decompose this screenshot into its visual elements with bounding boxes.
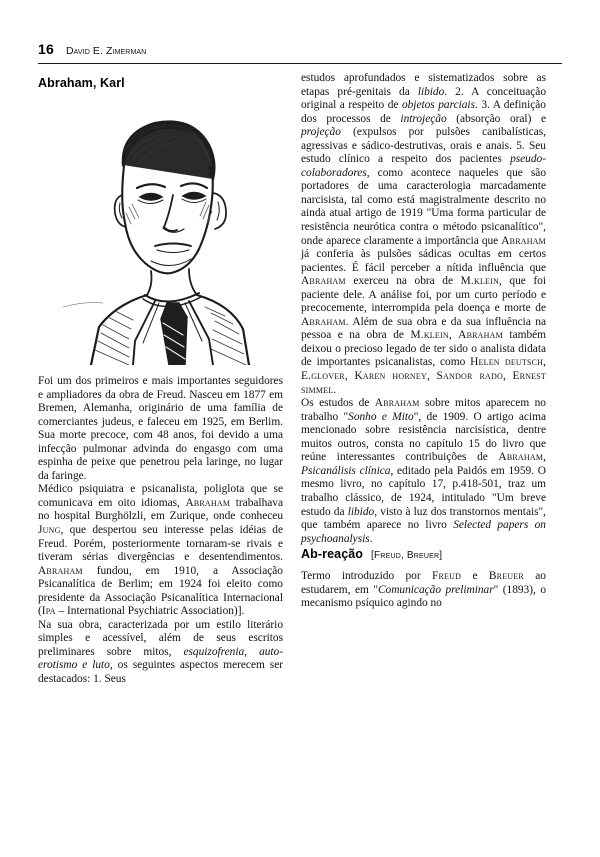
entry-abreacao-heading <box>301 546 546 563</box>
paragraph: Na sua obra, caracterizada por um estilo literário simples e acessível, além de seus escritos preliminares sobre mitos, esquizofrenia, auto-erotismo e luto, os seguintes aspectos merecem ser destacados: 1. Seus <box>38 618 284 686</box>
page-number: 16 <box>38 41 54 57</box>
header-rule <box>38 63 562 64</box>
paragraph: Termo introduzido por Freud e Breuer ao estudarem, em "Comunicação preliminar" (1893), o mecanismo psíquico agindo no <box>301 570 546 610</box>
left-column <box>38 74 283 687</box>
portrait-karl-abraham-icon <box>63 103 258 365</box>
running-title: David E. Zimerman <box>65 45 147 57</box>
paragraph: Médico psiquiatra e psicanalista, poliglota que se comunicava em oito idiomas, Abraham trabalhava no hospital Burghölzli, em Zurique, onde conheceu Jung, que despertou seu interesse pelas idéias de Freud. Porém, posteriormente tornaram-se rivais e tiveram sérias divergências e desentendimentos. Abraham fundou, em 1910, a Associação Psicanalítica de Berlim; em 1924 foi eleito como presidente da Associação Psicanalítica Internacional (Ipa – International Psychiatric Association)]. <box>38 483 283 618</box>
entry-headword-abraham-karl: Abraham, Karl <box>38 76 125 90</box>
entry-headword-abreacao: Ab-reação <box>301 547 364 562</box>
page-content-area <box>38 42 562 822</box>
two-column-body <box>38 74 562 687</box>
paragraph: Foi um dos primeiros e mais importantes seguidores e ampliadores da obra de Freud. Nasceu em 1877 em Bremen, Alemanha, originário de uma família de comerciantes judeus, e faleceu em 1925, em Berlim. Sua morte precoce, com 48 anos, foi devido a uma infecção pulmonar advinda do engasgo com uma espinha de peixe que penetrou pela laringe, no lugar da faringe. <box>38 375 283 482</box>
running-head <box>38 42 562 60</box>
paragraph: estudos aprofundados e sistematizados sobre as etapas pré-genitais da libido. 2. A conceituação original a respeito de objetos parciais. 3. A definição dos processos de introjeção (absorção oral) e projeção (expulsos por pulsões canibalísticas, agressivas e sádico-destrutivas, orais e anais. 5. Seu estudo clínico a respeito dos pacientes pseudo-colaboradores, como acontece naqueles que são portadores de uma caracterologia marcadamente narcisista, tal como está magistralmente descrito no ainda atual artigo de 1919 "Uma forma particular de resistência neurótica contra o método psicanalítico", onde aparece claramente a importância que Abraham já conferia às pulsões sádicas ocultas em certos pacientes. É fácil perceber a nítida influência que Abraham exerceu na obra de M.klein, que foi paciente dele. A análise foi, por um curto período e precocemente, interrompida pela doença e morte de Abraham. Além de sua obra e da sua influência na pessoa e na obra de M.klein, Abraham também deixou o precioso legado de ter sido o analista didata de importantes psicanalistas, como Helen deutsch, E.glover, Karen horney, Sandor rado, Ernest simmel. <box>301 72 547 396</box>
portrait-figure <box>38 103 283 365</box>
entry-attribution: [Freud, Breuer] <box>371 550 443 562</box>
paragraph: Os estudos de Abraham sobre mitos aparecem no trabalho "Sonho e Mito", de 1909. O artigo acima mencionado sobre resistência narcisística, dentre muitos outros, consta no capítulo 15 do livro que reúne interessantes contribuições de Abraham, Psicanálisis clínica, editado pela Paidós em 1959. O mesmo livro, no capítulo 17, p.418-501, traz um trabalho clássico, de 1924, intitulado "Um breve estudo da libido, visto à luz dos transtornos mentais", que também aparece no livro Selected papers on psychoanalysis. <box>301 397 546 545</box>
right-column <box>301 72 546 687</box>
